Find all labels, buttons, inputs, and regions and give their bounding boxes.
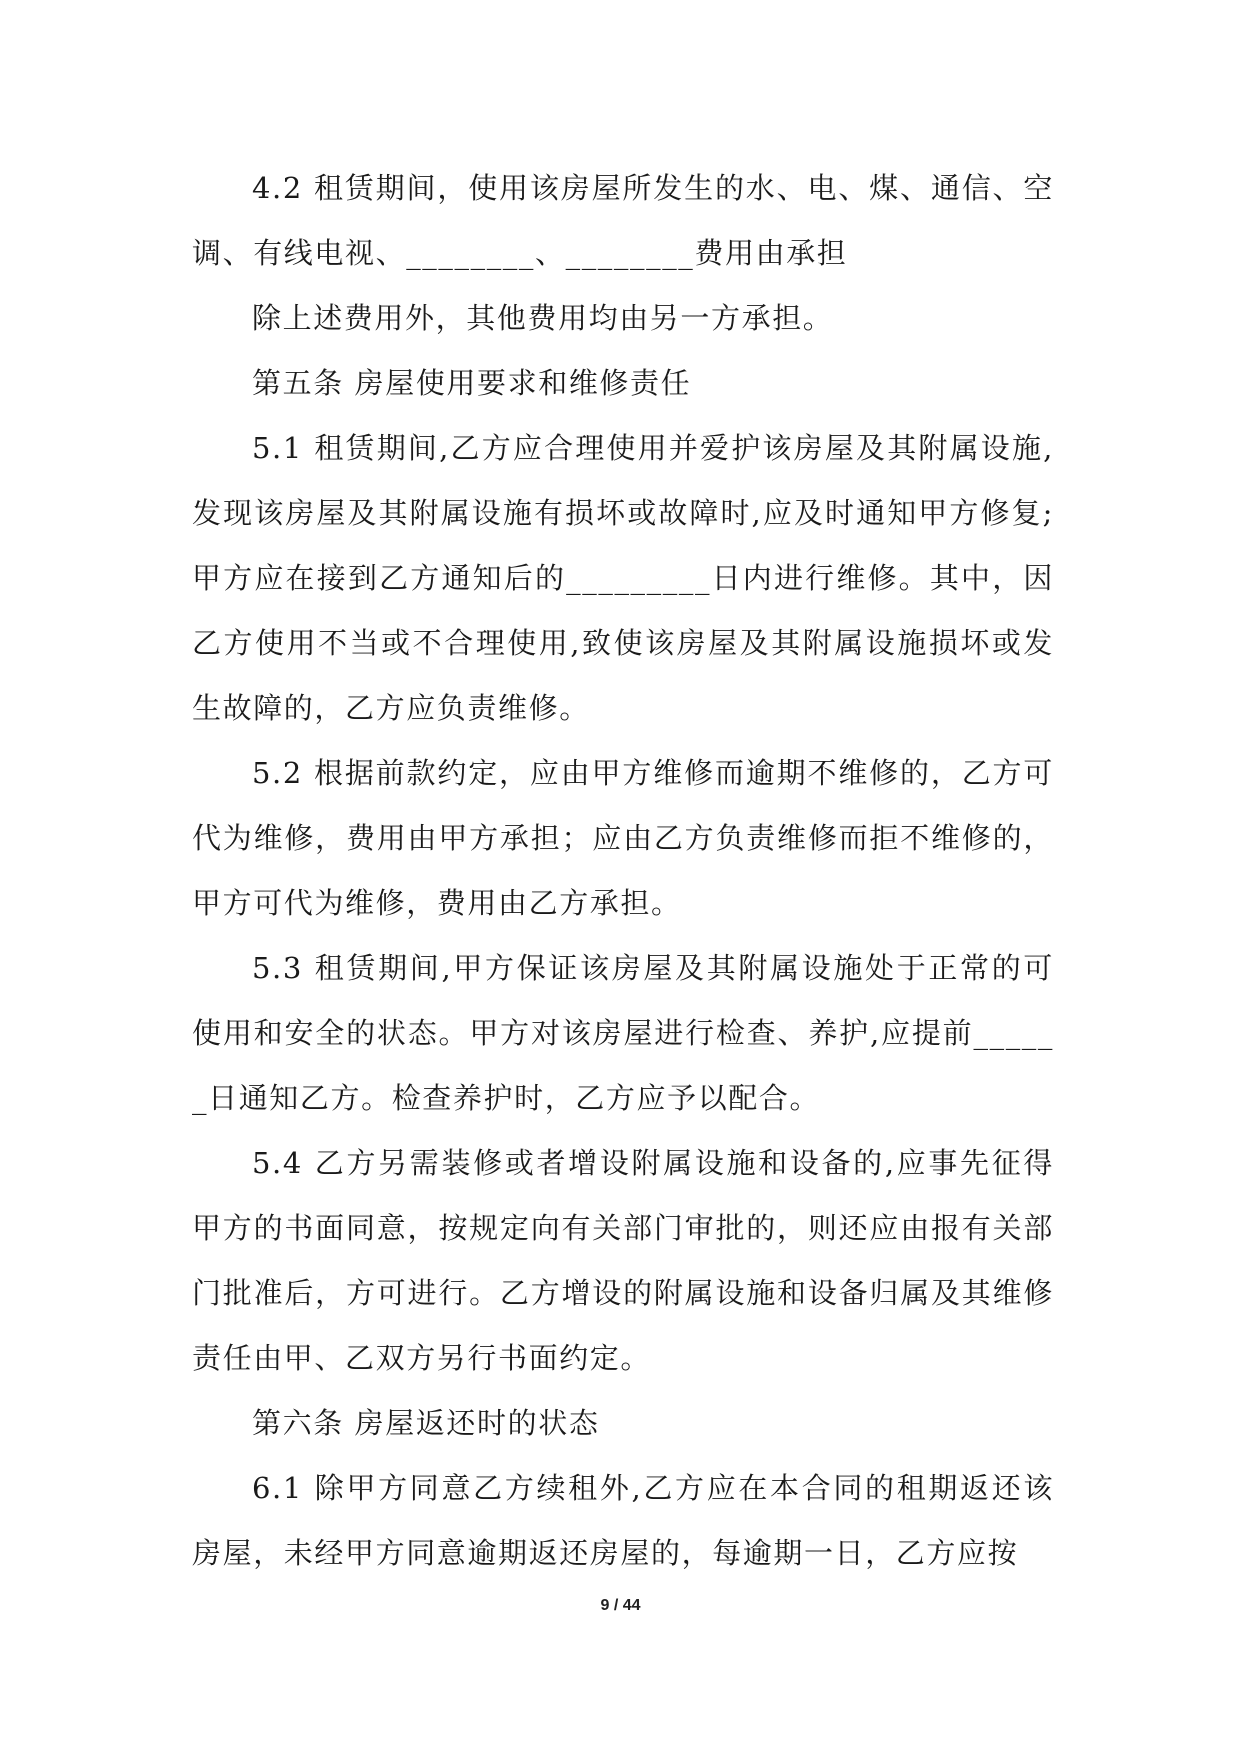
clause-5-2: 5.2 根据前款约定，应由甲方维修而逾期不维修的，乙方可代为维修，费用由甲方承担；应由乙方负责维修而拒不维修的，甲方可代为维修，费用由乙方承担。 [192, 756, 1054, 920]
page-number: 9 / 44 [600, 1597, 641, 1614]
cost-note: 除上述费用外，其他费用均由另一方承担。 [252, 301, 834, 335]
clause-5-1: 5.1 租赁期间,乙方应合理使用并爱护该房屋及其附属设施,发现该房屋及其附属设施有损坏或故障时,应及时通知甲方修复;甲方应在接到乙方通知后的_________日内进行维修。其中，因乙方使用不当或不合理使用,致使该房屋及其附属设施损坏或发生故障的，乙方应负责维修。 [192, 431, 1054, 725]
article-6-heading: 第六条 房屋返还时的状态 [252, 1406, 600, 1440]
clause-5-4: 5.4 乙方另需装修或者增设附属设施和设备的,应事先征得甲方的书面同意，按规定向有关部门审批的，则还应由报有关部门批准后，方可进行。乙方增设的附属设施和设备归属及其维修责任由甲、乙双方另行书面约定。 [192, 1146, 1054, 1375]
article-5-heading: 第五条 房屋使用要求和维修责任 [252, 366, 692, 400]
clause-6-1: 6.1 除甲方同意乙方续租外,乙方应在本合同的租期返还该房屋，未经甲方同意逾期返还房屋的，每逾期一日，乙方应按 [192, 1471, 1054, 1570]
document-body [192, 156, 1054, 1586]
clause-5-3: 5.3 租赁期间,甲方保证该房屋及其附属设施处于正常的可使用和安全的状态。甲方对该房屋进行检查、养护,应提前______日通知乙方。检查养护时，乙方应予以配合。 [192, 951, 1054, 1115]
clause-4-2: 4.2 租赁期间，使用该房屋所发生的水、电、煤、通信、空调、有线电视、________、________费用由承担 [192, 171, 1054, 270]
